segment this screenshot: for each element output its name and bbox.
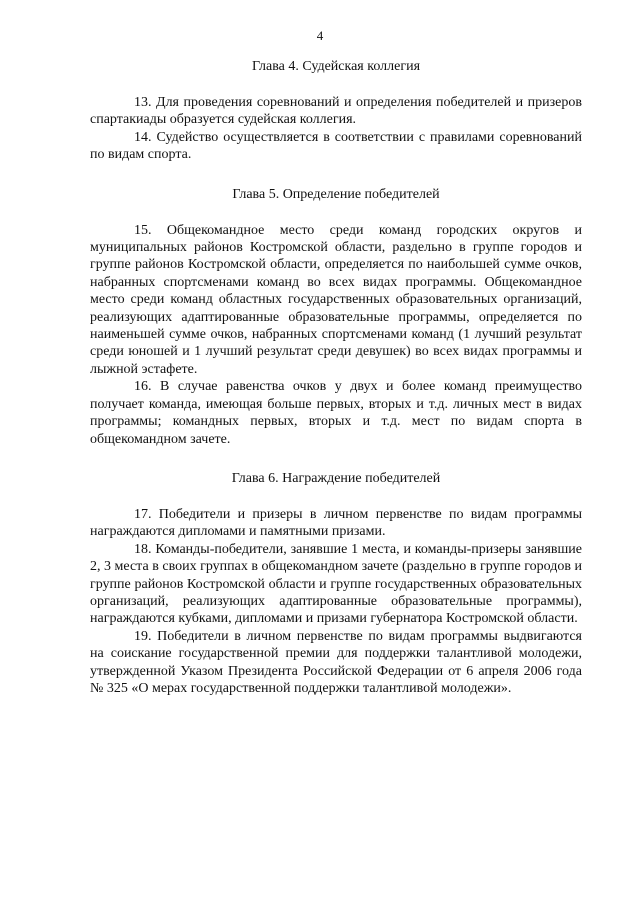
paragraph-14: 14. Судейство осуществляется в соответствии с правилами соревнований по видам спорта. xyxy=(90,129,582,163)
paragraph-13: 13. Для проведения соревнований и определения победителей и призеров спартакиады образуется судейская коллегия. xyxy=(90,95,582,128)
paragraph-17: 17. Победители и призеры в личном первенстве по видам программы награждаются дипломами и памятными призами. xyxy=(90,506,582,540)
paragraph-16: 16. В случае равенства очков у двух и более команд преимущество получает команда, имеющая больше первых, вторых и т.д. личных мест в видах программы; командных первых, вторых и т.д. мест по видам спорта в общекомандном зачете. xyxy=(90,379,582,447)
page-number: 4 xyxy=(316,28,324,43)
chapter-5-heading: Глава 5. Определение победителей xyxy=(232,186,440,202)
paragraph-19: 19. Победители в личном первенстве по видам программы выдвигаются на соискание государственной премии для поддержки талантливой молодежи, утвержденной Указом Президента Российской Федерации от 6 апреля 2006 года № 325 «О мерах государственной поддержки талантливой молодежи». xyxy=(90,628,582,696)
chapter-6-heading: Глава 6. Награждение победителей xyxy=(231,470,441,486)
document-body xyxy=(90,58,582,697)
chapter-4-heading: Глава 4. Судейская коллегия xyxy=(251,59,421,74)
paragraph-15: 15. Общекомандное место среди команд городских округов и муниципальных районов Костромской области, раздельно в группе городов и группе районов Костромской области, определяется по наибольшей сумме очков, набранных спортсменами команд во всех видах программы. Общекомандное место среди команд областных государственных образовательных организаций, реализующих адаптированные образовательные программы, определяется по наименьшей сумме очков, набранных спортсменами команд (1 лучший результат среди юношей и 1 лучший результат среди девушек) во всех видах программы и лыжной эстафете. xyxy=(90,222,582,377)
paragraph-18: 18. Команды-победители, занявшие 1 места, и команды-призеры занявшие 2, 3 места в своих группах в общекомандном зачете (раздельно в группе городов и группе районов Костромской области и группе государственных образовательных организаций, реализующих адаптированные образовательные программы), награждаются кубками, дипломами и призами губернатора Костромской области. xyxy=(90,541,582,627)
